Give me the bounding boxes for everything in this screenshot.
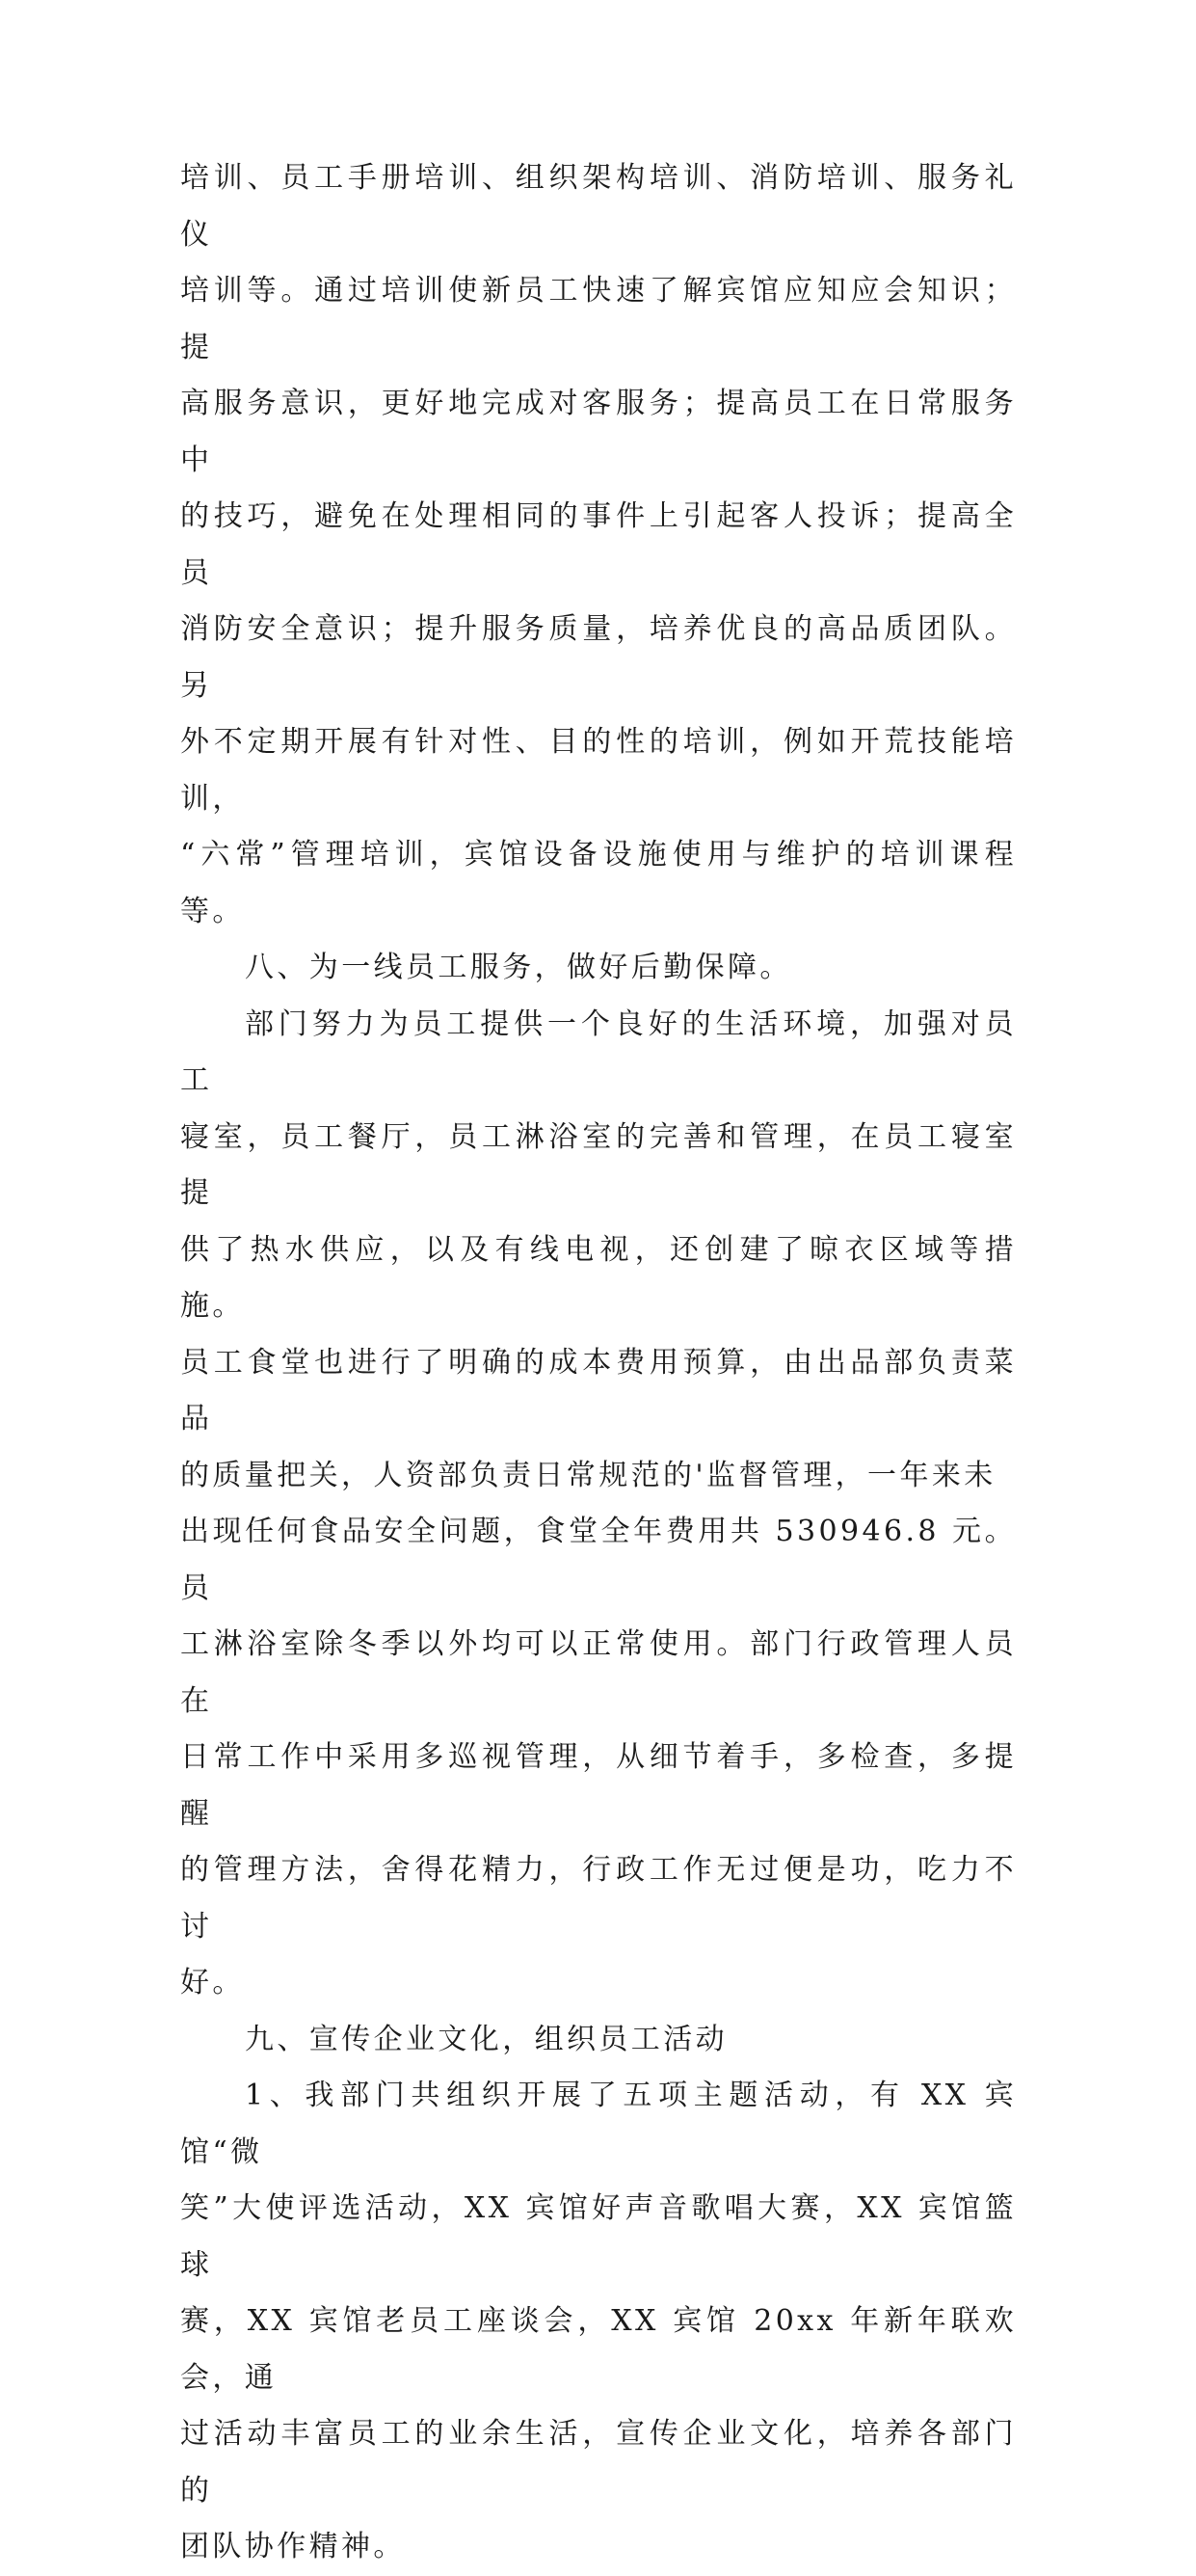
paragraph-training-continued: 培训、员工手册培训、组织架构培训、消防培训、服务礼仪 培训等。通过培训使新员工快速了解宾馆应知应会知识；提 高服务意识，更好地完成对客服务；提高员工在日常服务中 的技巧，避免在处理相同的事件上引起客人投诉；提高全员 消防安全意识；提升服务质量，培养优良的高品质团队。另 外不定期开展有针对性、目的性的培训，例如开荒技能培训， “六常”管理培训，宾馆设备设施使用与维护的培训课程等。 [180,161,1017,928]
section-heading-culture: 九、宣传企业文化，组织员工活动 [245,2022,728,2056]
document-body [180,150,1017,2576]
section-heading-logistics: 八、为一线员工服务，做好后勤保障。 [245,951,792,984]
paragraph-logistics: 部门努力为员工提供一个良好的生活环境，加强对员工 寝室，员工餐厅，员工淋浴室的完善和管理，在员工寝室提 供了热水供应，以及有线电视，还创建了晾衣区域等措施。 员工食堂也进行了明确的成本费用预算，由出品部负责菜品 的质量把关，人资部负责日常规范的'监督管理，一年来未 出现任何食品安全问题，食堂全年费用共 530946.8 元。员 工淋浴室除冬季以外均可以正常使用。部门行政管理人员在 日常工作中采用多巡视管理，从细节着手，多检查，多提醒 的管理方法，舍得花精力，行政工作无过便是功，吃力不讨 好。 [180,1006,1017,1999]
paragraph-activities: 1、我部门共组织开展了五项主题活动，有 XX 宾馆“微 笑”大使评选活动，XX 宾馆好声音歌唱大赛，XX 宾馆篮球 赛，XX 宾馆老员工座谈会，XX 宾馆 20xx 年新年联欢会，通 过活动丰富员工的业余生活，宣传企业文化，培养各部门的 团队协作精神。 [180,2079,1017,2563]
